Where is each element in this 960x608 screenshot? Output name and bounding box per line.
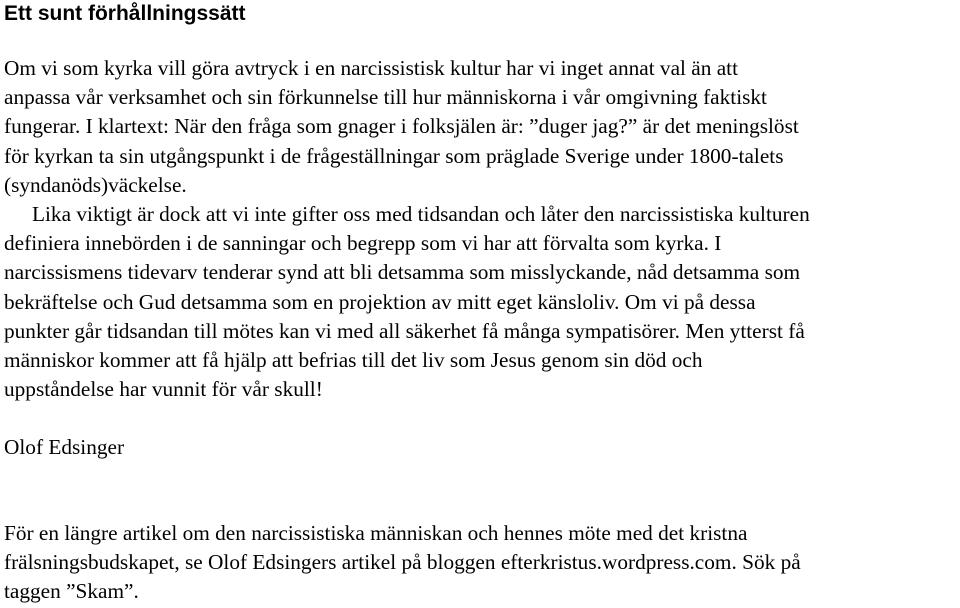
body-line: Om vi som kyrka vill göra avtryck i en narcissistisk kultur har vi inget annat val än att bbox=[4, 56, 738, 80]
author-name: Olof Edsinger bbox=[4, 435, 125, 459]
footer-line: taggen ”Skam”. bbox=[4, 579, 139, 604]
body-line: bekräftelse och Gud detsamma som en projektion av mitt eget känsloliv. Om vi på dessa bbox=[4, 289, 756, 314]
body-line: (syndanöds)väckelse. bbox=[4, 172, 187, 197]
body-line: för kyrkan ta sin utgångspunkt i de frågeställningar som präglade Sverige under 1800-talets bbox=[4, 143, 784, 168]
body-line: punkter går tidsandan till mötes kan vi med all säkerhet få många sympatisörer. Men ytterst få bbox=[4, 318, 805, 343]
footer-line: För en längre artikel om den narcissistiska människan och hennes möte med det kristna bbox=[4, 521, 748, 545]
body-line: uppståndelse har vunnit för vår skull! bbox=[4, 377, 323, 402]
body-line: narcissismens tidevarv tenderar synd att bli detsamma som misslyckande, nåd detsamma som bbox=[4, 260, 801, 285]
body-line: anpassa vår verksamhet och sin förkunnelse till hur människorna i vår omgivning faktiskt bbox=[4, 85, 767, 110]
article-body bbox=[4, 54, 956, 404]
footer-line: frälsningsbudskapet, se Olof Edsingers artikel på bloggen efterkristus.wordpress.com. Sök på bbox=[4, 550, 801, 575]
footer-note bbox=[4, 519, 956, 607]
body-line: Lika viktigt är dock att vi inte gifter oss med tidsandan och låter den narcissistiska kulturen bbox=[32, 202, 810, 227]
body-line: definiera innebörden i de sanningar och begrepp som vi har att förvalta som kyrka. I bbox=[4, 231, 722, 256]
body-line: människor kommer att få hjälp att befrias till det liv som Jesus genom sin död och bbox=[4, 348, 703, 373]
body-line: fungerar. I klartext: När den fråga som gnager i folksjälen är: ”duger jag?” är det meningslöst bbox=[4, 114, 799, 139]
article-title: Ett sunt förhållningssätt bbox=[4, 2, 246, 25]
